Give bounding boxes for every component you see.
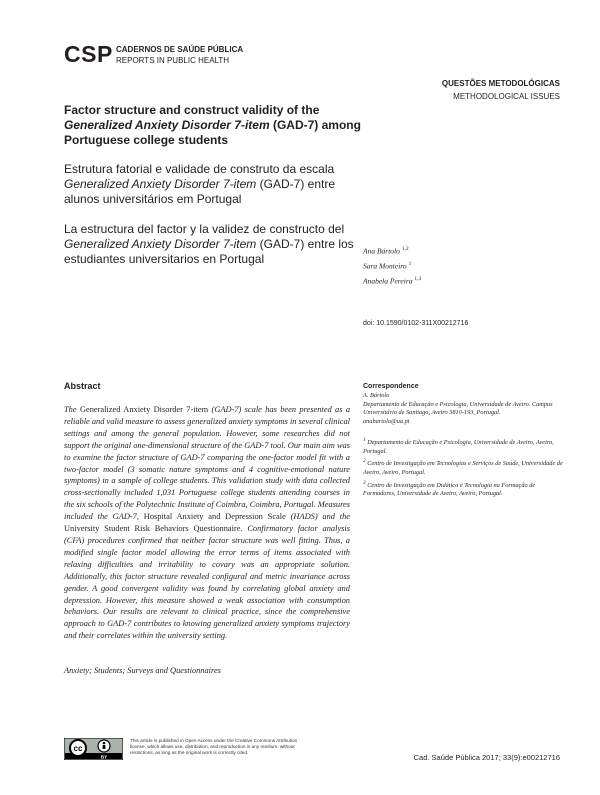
journal-name-pt: CADERNOS DE SAÚDE PÚBLICA <box>116 45 244 54</box>
title-es-part: La estructura del factor y la validez de constructo del <box>64 222 345 236</box>
title-pt-part: Estrutura fatorial e validade de construto da escala <box>64 162 335 176</box>
correspondence-name: A. Bártolo <box>363 392 390 399</box>
correspondence-details <box>363 392 563 426</box>
affiliation: $^1$ Departamento de Educação e Psicologia, Universidade de Aveiro, Aveiro, Portugal. <box>363 437 554 455</box>
title-english <box>64 103 364 148</box>
abstract-text: The Generalized Anxiety Disorder 7-item (GAD-7) scale has been presented as a reliable and valid measure to assess generalized anxiety symptoms in several clinical settings and among the general population. However, some researches did not support the original one-dimensional structure of the GAD-7 tool. Our main aim was to examine the factor structure of GAD-7 comparing the one-factor model fit with a two-factor model (3 somatic nature symptoms and 4 cognitive-emotional nature symptoms) in a sample of college students. This validation study with data collected cross-sectionally included 1,031 Portuguese college students attending courses in the six schools of the Polytechnic Institute of Coimbra, Coimbra, Portugal. Measures included the GAD-7, Hospital Anxiety and Depression Scale (HADS) and the University Student Risk Behaviors Questionnaire. Confirmatory factor analysis (CFA) procedures confirmed that neither factor structure was well fitting. Thus, a modified single factor model allowing the error terms of items associated with relaxing difficulties and irritability to covary was an appropriate solution. Additionally, this factor structure revealed configural and metric invariance across gender. A good convergent validity was found by correlating global anxiety and depression. However, this measure showed a weak association with consumption behaviors. Our results are relevant to clinical practice, since the comprehensive approach to GAD-7 contributes to knowing generalized anxiety symptoms trajectory and their correlates within the university setting. <box>64 405 351 641</box>
journal-logo: CSP <box>64 41 113 67</box>
author-list <box>363 243 421 288</box>
affiliations <box>363 436 563 500</box>
doi-link[interactable]: doi: 10.1590/0102-311X00212716 <box>363 320 469 327</box>
correspondence-address: Departamento de Educação e Psicologia, Universidade de Aveiro. Campus Universitário de Santiago, Aveiro 3810-193, Portugal. <box>363 400 553 417</box>
license-text: This article is published in Open Access under the Creative Commons Attribution license, which allows use, distribution, and reproduction in any medium, without restrictions, as long as the original work is correctly cited. <box>130 738 298 755</box>
section-label-en: METHODOLOGICAL ISSUES <box>453 92 560 101</box>
title-es-italic: Generalized Anxiety Disorder 7-item <box>64 237 257 251</box>
correspondence-heading: Correspondence <box>363 383 419 390</box>
title-en-italic: Generalized Anxiety Disorder 7-item <box>64 118 270 132</box>
affiliation: $^2$ Centro de Investigação em Tecnologias e Serviços de Saúde, Universidade de Aveiro, Aveiro, Portugal. <box>363 458 563 476</box>
section-label <box>442 77 560 103</box>
title-spanish <box>64 222 364 267</box>
affiliation: $^3$ Centro de Investigação em Didática e Tecnologia na Formação de Formadores, Universidade de Aveiro, Aveiro, Portugal. <box>363 479 536 498</box>
svg-text:cc: cc <box>73 744 83 753</box>
author: Anabela Pereira $^{1,3}$ <box>363 276 422 286</box>
abstract-heading: Abstract <box>64 381 101 391</box>
title-es-part: (GAD-7) entre los estudiantes universitarios en Portugal <box>64 237 354 266</box>
journal-name-en: REPORTS IN PUBLIC HEALTH <box>116 56 230 65</box>
creative-commons-license-icon[interactable] <box>64 738 123 760</box>
correspondence-email[interactable]: anabartolo@ua.pt <box>363 417 410 425</box>
title-en-part: Factor structure and construct validity of the <box>64 103 320 117</box>
title-en-part: (GAD-7) among Portuguese college students <box>64 118 361 147</box>
citation: Cad. Saúde Pública 2017; 33(9):e00212716 <box>413 753 560 762</box>
keywords: Anxiety; Students; Surveys and Questionnaires <box>64 666 221 675</box>
title-pt-italic: Generalized Anxiety Disorder 7-item <box>64 177 257 191</box>
journal-name <box>116 44 243 66</box>
author: Sara Monteiro $^1$ <box>363 261 412 271</box>
title-portuguese <box>64 162 364 207</box>
title-pt-part: (GAD-7) entre alunos universitários em Portugal <box>64 177 336 206</box>
cc-by-label: BY <box>100 754 108 760</box>
author: Ana Bártolo $^{1,2}$ <box>363 246 409 256</box>
section-label-pt: QUESTÕES METODOLÓGICAS <box>441 79 560 88</box>
